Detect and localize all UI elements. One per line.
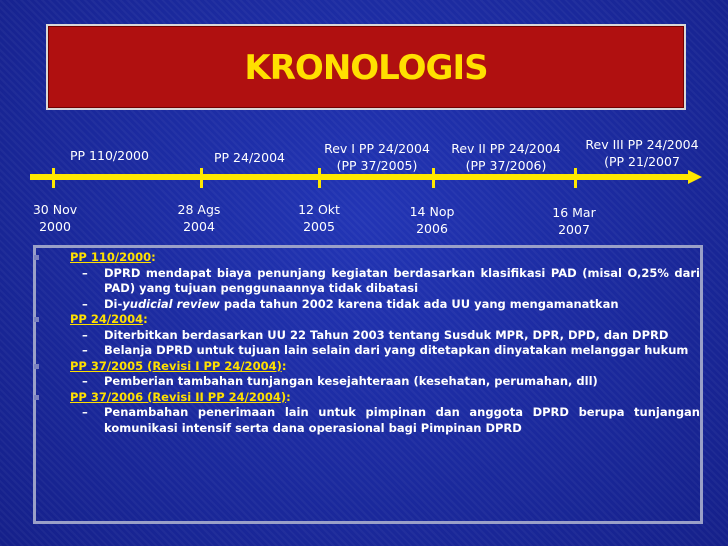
list-item: PP 37/2005 (Revisi I PP 24/2004): – Pemberian tambahan tunjangan kesejahteraan (kesehatan, perumahan, dll): [38, 359, 700, 390]
timeline-tick: [200, 168, 203, 188]
timeline-date: 28 Ags 2004: [177, 202, 221, 234]
timeline-date: 30 Nov 2000: [32, 202, 78, 234]
timeline-top-label: Rev II PP 24/2004 (PP 37/2006): [451, 141, 561, 173]
item-heading: PP 24/2004: [70, 312, 144, 326]
sub-item: – Belanja DPRD untuk tujuan lain selain dari yang ditetapkan dinyatakan melanggar hukum: [82, 343, 689, 357]
bullet-icon: [34, 364, 39, 369]
list-item: PP 24/2004: – Diterbitkan berdasarkan UU 22 Tahun 2003 tentang Susduk MPR, DPR, DPD, dan DPRD – Belanja DPRD untuk tujuan lain selain dari yang ditetapkan dinyatakan melanggar hukum: [38, 312, 700, 359]
timeline-top-label: PP 110/2000: [70, 148, 149, 163]
chronology-list: [38, 250, 700, 436]
title-banner: [46, 24, 686, 110]
sub-item: – Pemberian tambahan tunjangan kesejahteraan (kesehatan, perumahan, dll): [82, 374, 598, 388]
timeline-date: 16 Mar 2007: [552, 205, 596, 237]
timeline-tick: [52, 168, 55, 188]
timeline-top-label: Rev III PP 24/2004 (PP 21/2007: [585, 137, 699, 169]
sub-item: – Penambahan penerimaan lain untuk pimpinan dan anggota DPRD berupa tunjangan komunikasi intensif serta dana operasional bagi Pimpinan DPRD: [82, 405, 700, 435]
bullet-icon: [34, 317, 39, 322]
timeline-top-label: Rev I PP 24/2004 (PP 37/2005): [324, 141, 430, 173]
timeline-arrow-icon: [688, 170, 702, 184]
timeline-tick: [574, 168, 577, 188]
timeline-date: 14 Nop 2006: [409, 204, 455, 236]
timeline-date: 12 Okt 2005: [298, 202, 340, 234]
sub-item: – Diterbitkan berdasarkan UU 22 Tahun 2003 tentang Susduk MPR, DPR, DPD, dan DPRD: [82, 327, 669, 342]
bullet-icon: [34, 395, 39, 400]
page-title: KRONOLOGIS: [244, 48, 488, 88]
timeline-top-label: PP 24/2004: [214, 150, 285, 165]
item-heading: PP 37/2006 (Revisi II PP 24/2004): [70, 389, 287, 404]
item-heading: PP 110/2000: [70, 250, 152, 264]
sub-item: – DPRD mendapat biaya penunjang kegiatan berdasarkan klasifikasi PAD (misal O,25% dari PAD) yang tujuan penggunaannya tidak dibatasi: [82, 265, 700, 295]
sub-item: – Di-yudicial review pada tahun 2002 karena tidak ada UU yang mengamanatkan: [82, 296, 619, 311]
bullet-icon: [34, 255, 39, 260]
timeline-bar: [30, 174, 690, 180]
list-item: PP 37/2006 (Revisi II PP 24/2004): – Penambahan penerimaan lain untuk pimpinan dan anggota DPRD berupa tunjangan komunikasi intensif serta dana operasional bagi Pimpinan DPRD: [38, 390, 700, 437]
list-item: PP 110/2000: – DPRD mendapat biaya penunjang kegiatan berdasarkan klasifikasi PAD (misal O,25% dari PAD) yang tujuan penggunaannya tidak dibatasi – Di-yudicial review pada tahun 2002 karena tidak ada UU yang mengamanatkan: [38, 250, 700, 312]
item-heading: PP 37/2005 (Revisi I PP 24/2004): [70, 358, 282, 373]
